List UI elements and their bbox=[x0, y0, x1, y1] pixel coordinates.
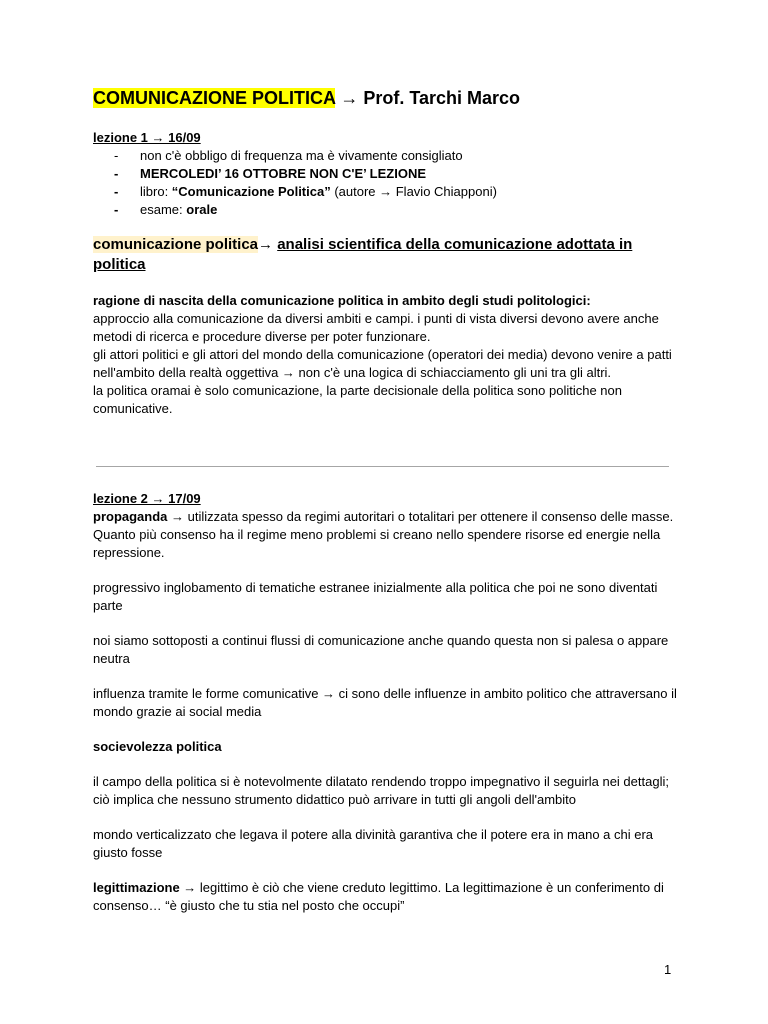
bullet-text: non c'è obbligo di frequenza ma è vivamente consigliato bbox=[140, 148, 463, 163]
spacer bbox=[93, 809, 678, 826]
paragraph: influenza tramite le forme comunicative → ci sono delle influenze in ambito politico che attraversano il mondo grazie ai social media bbox=[93, 686, 677, 719]
lesson2-section bbox=[93, 490, 678, 915]
bullet-prefix: esame: bbox=[140, 202, 187, 217]
paragraph: mondo verticalizzato che legava il potere alla divinità garantiva che il potere era in mano a chi era giusto fosse bbox=[93, 827, 654, 860]
document-title bbox=[93, 86, 678, 110]
legittimazione-paragraph bbox=[93, 879, 678, 915]
spacer bbox=[93, 275, 678, 292]
bullet-text: MERCOLEDI’ 16 OTTOBRE NON C'E’ LEZIONE bbox=[140, 166, 426, 181]
spacer bbox=[93, 756, 678, 773]
socievolezza-heading bbox=[93, 738, 678, 756]
nascita-heading-text: ragione di nascita della comunicazione politica in ambito degli studi politologici: bbox=[93, 293, 591, 308]
definition-term: comunicazione politica bbox=[93, 236, 259, 253]
bullet-prefix: libro: bbox=[140, 184, 172, 199]
spacer bbox=[93, 615, 678, 632]
legittimazione-text: → legittimo è ciò che viene creduto legittimo. La legittimazione è un conferimento di consenso… “è giusto che tu stia nel posto che occupi” bbox=[93, 880, 664, 913]
bullet-dash: - bbox=[114, 202, 119, 217]
horizontal-divider bbox=[96, 466, 669, 467]
definition-arrow: → bbox=[258, 236, 278, 253]
bullet-dash: - bbox=[114, 184, 119, 199]
spacer bbox=[93, 721, 678, 738]
title-professor: → Prof. Tarchi Marco bbox=[335, 88, 521, 108]
nascita-heading bbox=[93, 292, 678, 310]
spacer bbox=[93, 562, 678, 579]
propaganda-paragraph bbox=[93, 508, 678, 562]
bullet-item bbox=[93, 201, 678, 219]
lesson1-bullet-list bbox=[93, 147, 678, 219]
bullet-dash: - bbox=[114, 166, 119, 181]
bullet-item bbox=[93, 147, 678, 165]
paragraph: progressivo inglobamento di tematiche estranee inizialmente alla politica che poi ne sono diventati parte bbox=[93, 580, 658, 613]
legittimazione-term: legittimazione bbox=[93, 880, 180, 895]
bullet-item bbox=[93, 183, 678, 201]
paragraph: noi siamo sottoposti a continui flussi di comunicazione anche quando questa non si palesa o appare neutra bbox=[93, 633, 669, 666]
spacer bbox=[93, 862, 678, 879]
page-number: 1 bbox=[664, 962, 672, 977]
spacer bbox=[93, 668, 678, 685]
book-author: (autore → Flavio Chiapponi) bbox=[330, 184, 497, 199]
propaganda-text: → utilizzata spesso da regimi autoritari o totalitari per ottenere il consenso delle masse. Quanto più consenso ha il regime meno problemi si creano nello spendere risorse ed energie nella repressione. bbox=[93, 509, 674, 560]
lesson2-heading: lezione 2 → 17/09 bbox=[93, 491, 201, 506]
title-course-name: COMUNICAZIONE POLITICA bbox=[93, 88, 336, 108]
bullet-item bbox=[93, 165, 678, 183]
book-title: “Comunicazione Politica” bbox=[171, 184, 331, 199]
bullet-dash: - bbox=[114, 148, 119, 163]
definition-heading bbox=[93, 235, 678, 275]
paragraph: il campo della politica si è notevolmente dilatato rendendo troppo impegnativo il seguirla nei dettagli; ciò implica che nessuno strumento didattico può arrivare in tutti gli angoli dell'ambito bbox=[93, 774, 669, 807]
propaganda-term: propaganda bbox=[93, 509, 168, 524]
nascita-paragraph: la politica oramai è solo comunicazione, la parte decisionale della politica sono politiche non comunicative. bbox=[93, 383, 622, 416]
lesson1-heading: lezione 1 → 16/09 bbox=[93, 130, 201, 145]
nascita-paragraph: gli attori politici e gli attori del mondo della comunicazione (operatori dei media) devono venire a patti nell'ambito della realtà oggettiva → non c'è una logica di schiacciamento gli uni tra gli altri. bbox=[93, 347, 672, 380]
nascita-paragraph: approccio alla comunicazione da diversi ambiti e campi. i punti di vista diversi devono avere anche metodi di ricerca e procedure diverse per poter funzionare. bbox=[93, 311, 659, 344]
document-page bbox=[93, 86, 678, 418]
exam-type: orale bbox=[186, 202, 218, 217]
definition-text: analisi scientifica della comunicazione adottata in politica bbox=[93, 236, 633, 273]
socievolezza-text: socievolezza politica bbox=[93, 739, 222, 754]
